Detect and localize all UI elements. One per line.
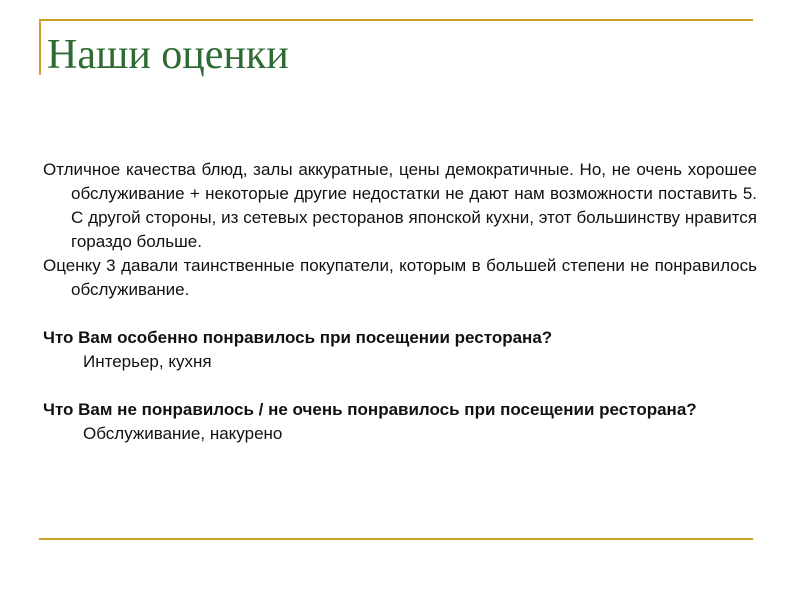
slide-title: Наши оценки — [47, 32, 289, 78]
question-liked: Что Вам особенно понравилось при посещении ресторана? — [43, 328, 553, 347]
answer-disliked: Обслуживание, накурено — [83, 424, 283, 443]
paragraph-rating-note: Оценку 3 давали таинственные покупатели, которым в большей степени не понравилось обслуживание. — [43, 256, 757, 299]
slide-body — [43, 158, 757, 446]
bottom-divider — [39, 538, 753, 540]
question-disliked: Что Вам не понравилось / не очень понравилось при посещении ресторана? — [43, 400, 697, 419]
top-divider — [39, 19, 753, 21]
left-accent — [39, 19, 41, 75]
paragraph-summary: Отличное качества блюд, залы аккуратные, цены демократичные. Но, не очень хорошее обслуживание + некоторые другие недостатки не дают нам возможности поставить 5. С другой стороны, из сетевых ресторанов японской кухни, этот большинству нравится гораздо больше. — [43, 160, 757, 251]
spacer — [43, 374, 757, 398]
answer-liked: Интерьер, кухня — [83, 352, 212, 371]
spacer — [43, 302, 757, 326]
